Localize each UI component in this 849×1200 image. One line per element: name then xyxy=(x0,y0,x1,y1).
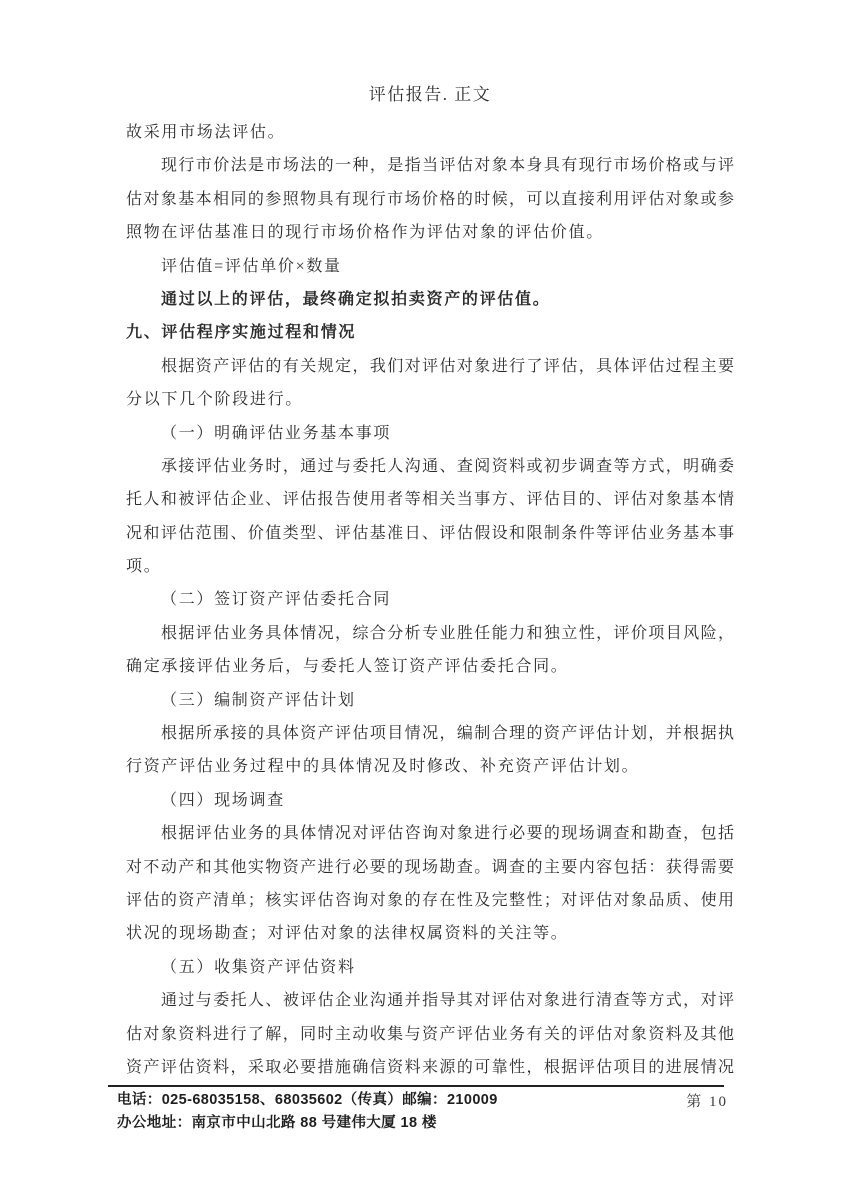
section-heading: 九、评估程序实施过程和情况 xyxy=(126,324,357,342)
subsection-heading: （二）签订资产评估委托合同 xyxy=(161,591,392,609)
body-line: 对不动产和其他实物资产进行必要的现场勘查。调查的主要内容包括：获得需要 xyxy=(126,858,734,876)
page-title: 评估报告. 正文 xyxy=(368,85,492,104)
body-line: 估对象资料进行了解，同时主动收集与资产评估业务有关的评估对象资料及其他 xyxy=(126,1025,734,1043)
body-line: 项。 xyxy=(126,558,162,576)
body-line: 行资产评估业务过程中的具体情况及时修改、补充资产评估计划。 xyxy=(126,758,640,776)
emphasis-line: 通过以上的评估，最终确定拟拍卖资产的评估值。 xyxy=(161,290,551,308)
page-number: 第 10 xyxy=(686,1094,728,1110)
body-line: 根据所承接的具体资产评估项目情况，编制合理的资产评估计划，并根据执 xyxy=(161,725,734,743)
subsection-heading: （三）编制资产评估计划 xyxy=(161,691,356,709)
body-line: 承接评估业务时，通过与委托人沟通、查阅资料或初步调查等方式，明确委 xyxy=(161,457,734,475)
subsection-heading: （五）收集资产评估资料 xyxy=(161,958,356,976)
body-line: 故采用市场法评估。 xyxy=(126,124,286,141)
body-line: 资产评估资料，采取必要措施确信资料来源的可靠性，根据评估项目的进展情况 xyxy=(126,1058,734,1076)
body-line: 估对象基本相同的参照物具有现行市场价格的时候，可以直接利用评估对象或参 xyxy=(126,190,734,208)
formula-line: 评估值=评估单价×数量 xyxy=(161,257,342,275)
body-line: 根据资产评估的有关规定，我们对评估对象进行了评估，具体评估过程主要 xyxy=(161,357,734,375)
body-line: 况和评估范围、价值类型、评估基准日、评估假设和限制条件等评估业务基本事 xyxy=(126,524,734,542)
footer-divider xyxy=(108,1085,724,1087)
body-line: 托人和被评估企业、评估报告使用者等相关当事方、评估目的、评估对象基本情 xyxy=(126,491,734,509)
subsection-heading: （一）明确评估业务基本事项 xyxy=(161,424,392,442)
body-line: 通过与委托人、被评估企业沟通并指导其对评估对象进行清查等方式，对评 xyxy=(161,992,734,1010)
document-body xyxy=(126,116,734,1084)
body-line: 状况的现场勘查；对评估对象的法律权属资料的关注等。 xyxy=(126,925,569,943)
footer-phone-line: 电话：025-68035158、68035602（传真）邮编：210009 xyxy=(117,1092,498,1108)
body-line: 根据评估业务具体情况，综合分析专业胜任能力和独立性，评价项目风险， xyxy=(161,624,734,642)
footer-address-line: 办公地址：南京市中山北路 88 号建伟大厦 18 楼 xyxy=(117,1115,437,1131)
body-line: 分以下几个阶段进行。 xyxy=(126,391,304,409)
body-line: 评估的资产清单；核实评估咨询对象的存在性及完整性；对评估对象品质、使用 xyxy=(126,891,734,909)
footer-contact xyxy=(117,1089,637,1135)
body-line: 确定承接评估业务后，与委托人签订资产评估委托合同。 xyxy=(126,658,569,676)
body-line: 现行市价法是市场法的一种，是指当评估对象本身具有现行市场价格或与评 xyxy=(161,157,734,175)
subsection-heading: （四）现场调查 xyxy=(161,791,285,809)
body-line: 根据评估业务的具体情况对评估咨询对象进行必要的现场调查和勘查，包括 xyxy=(161,825,734,843)
body-line: 照物在评估基准日的现行市场价格作为评估对象的评估价值。 xyxy=(126,224,604,242)
